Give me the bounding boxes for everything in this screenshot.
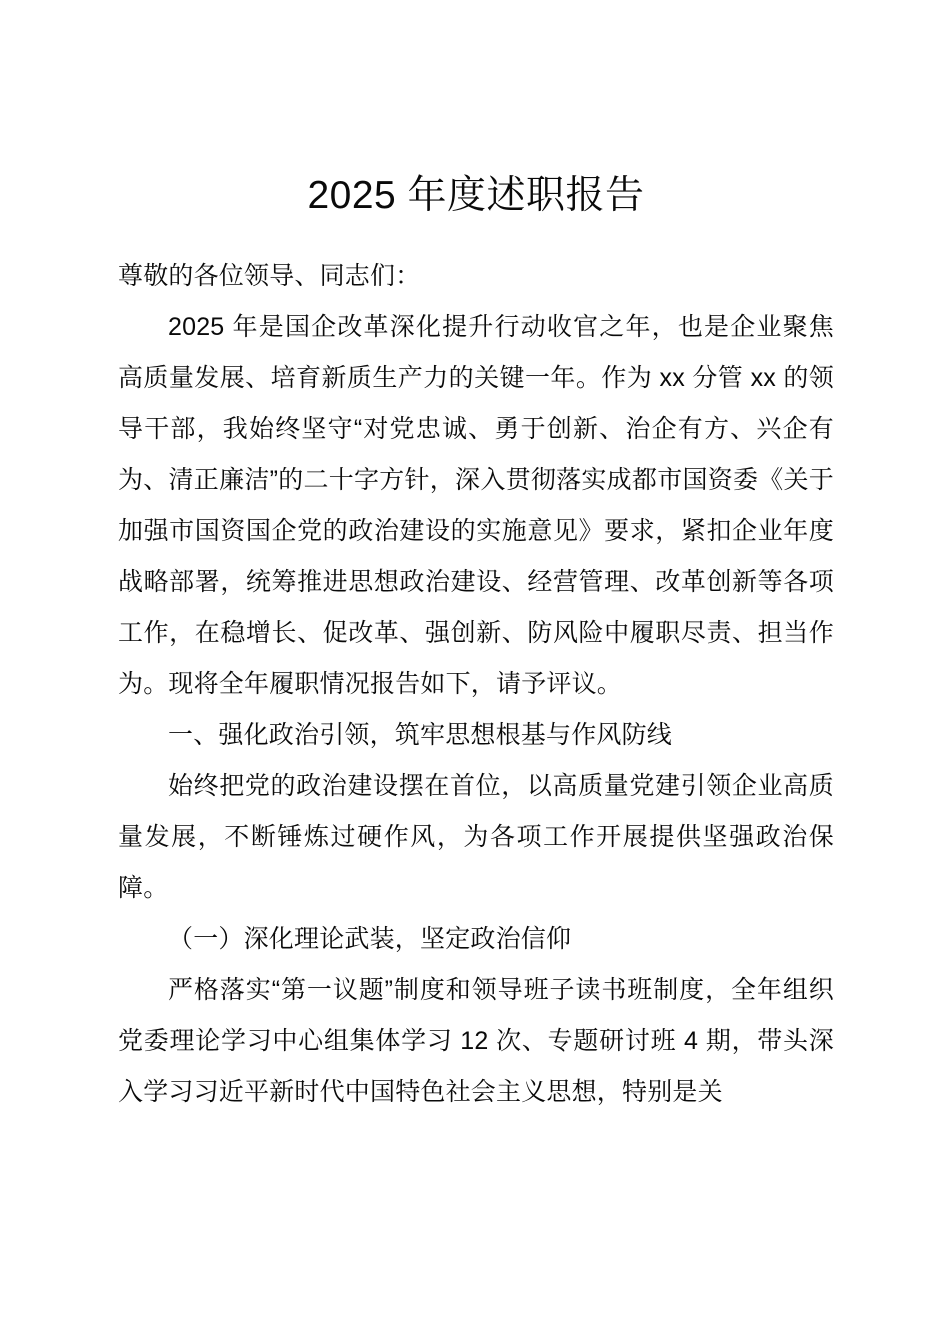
document-content (118, 0, 834, 1118)
section-heading-1: 一、强化政治引领，筑牢思想根基与作风防线 (168, 721, 673, 749)
section-1-lead-paragraph: 始终把党的政治建设摆在首位，以高质量党建引领企业高质量发展，不断锤炼过硬作风，为各项工作开展提供坚强政治保障。 (118, 772, 834, 902)
subsection-heading-1-1: （一）深化理论武装，坚定政治信仰 (168, 925, 572, 953)
subsection-1-1-paragraph: 严格落实“第一议题”制度和领导班子读书班制度，全年组织党委理论学习中心组集体学习 12 次、专题研讨班 4 期，带头深入学习习近平新时代中国特色社会主义思想，特别是关 (118, 976, 834, 1106)
salutation-line: 尊敬的各位领导、同志们： (118, 262, 421, 290)
page-title: 2025 年度述职报告 (307, 174, 645, 217)
intro-paragraph: 2025 年是国企改革深化提升行动收官之年，也是企业聚焦高质量发展、培育新质生产力的关键一年。作为 xx 分管 xx 的领导干部，我始终坚守“对党忠诚、勇于创新、治企有方、兴企有为、清正廉洁”的二十字方针，深入贯彻落实成都市国资委《关于加强市国资国企党的政治建设的实施意见》要求，紧扣企业年度战略部署，统筹推进思想政治建设、经营管理、改革创新等各项工作，在稳增长、促改革、强创新、防风险中履职尽责、担当作为。现将全年履职情况报告如下，请予评议。 (118, 313, 834, 698)
